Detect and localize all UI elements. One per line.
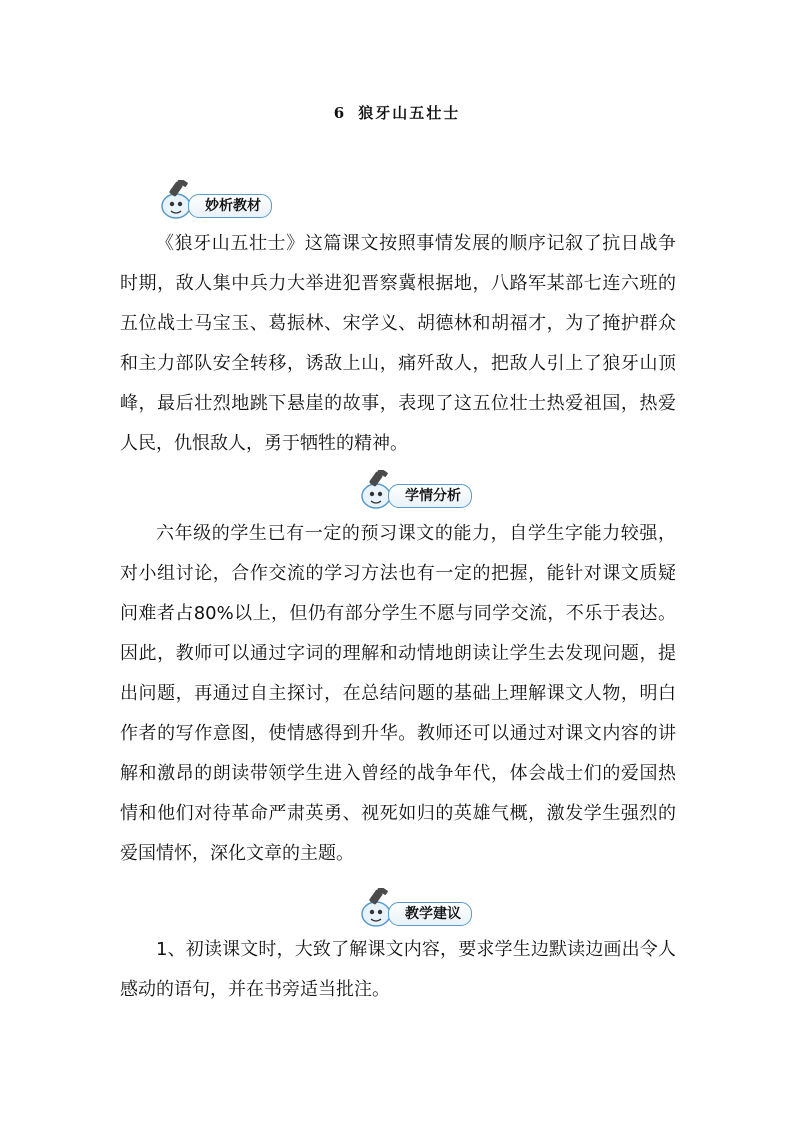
analysis-paragraph: 六年级的学生已有一定的预习课文的能力，自学生字能力较强，对小组讨论，合作交流的学习方法也有一定的把握，能针对课文质疑问难者占80%以上，但仍有部分学生不愿与同学交流，不乐于表达。因此，教师可以通过字词的理解和动情地朗读让学生去发现问题，提出问题，再通过自主探讨，在总结问题的基础上理解课文人物，明白作者的写作意图，使情感得到升华。教师还可以通过对课文内容的讲解和激昂的朗读带领学生进入曾经的战争年代，体会战士们的爱国热情和他们对待革命严肃英勇、视死如归的英雄气概，激发学生强烈的爱国情怀，深化文章的主题。 [120, 523, 676, 864]
lesson-title [0, 102, 794, 123]
section-heading-material: 妙析教材 [188, 194, 272, 218]
lesson-number: 6 [333, 104, 347, 122]
section-heading-suggestion: 教学建议 [388, 902, 472, 926]
section-heading-analysis: 学情分析 [388, 484, 472, 508]
material-paragraph: 《狼牙山五壮士》这篇课文按照事情发展的顺序记叙了抗日战争时期，敌人集中兵力大举进犯晋察冀根据地，八路军某部七连六班的五位战士马宝玉、葛振林、宋学义、胡德林和胡福才，为了掩护群众和主力部队安全转移，诱敌上山，痛歼敌人，把敌人引上了狼牙山顶峰，最后壮烈地跳下悬崖的故事，表现了这五位壮士热爱祖国，热爱人民，仇恨敌人，勇于牺牲的精神。 [120, 233, 676, 454]
suggestion-paragraph: 1、初读课文时，大致了解课文内容，要求学生边默读边画出令人感动的语句，并在书旁适当批注。 [120, 939, 676, 1000]
lesson-title-text: 狼牙山五壮士 [358, 104, 461, 122]
